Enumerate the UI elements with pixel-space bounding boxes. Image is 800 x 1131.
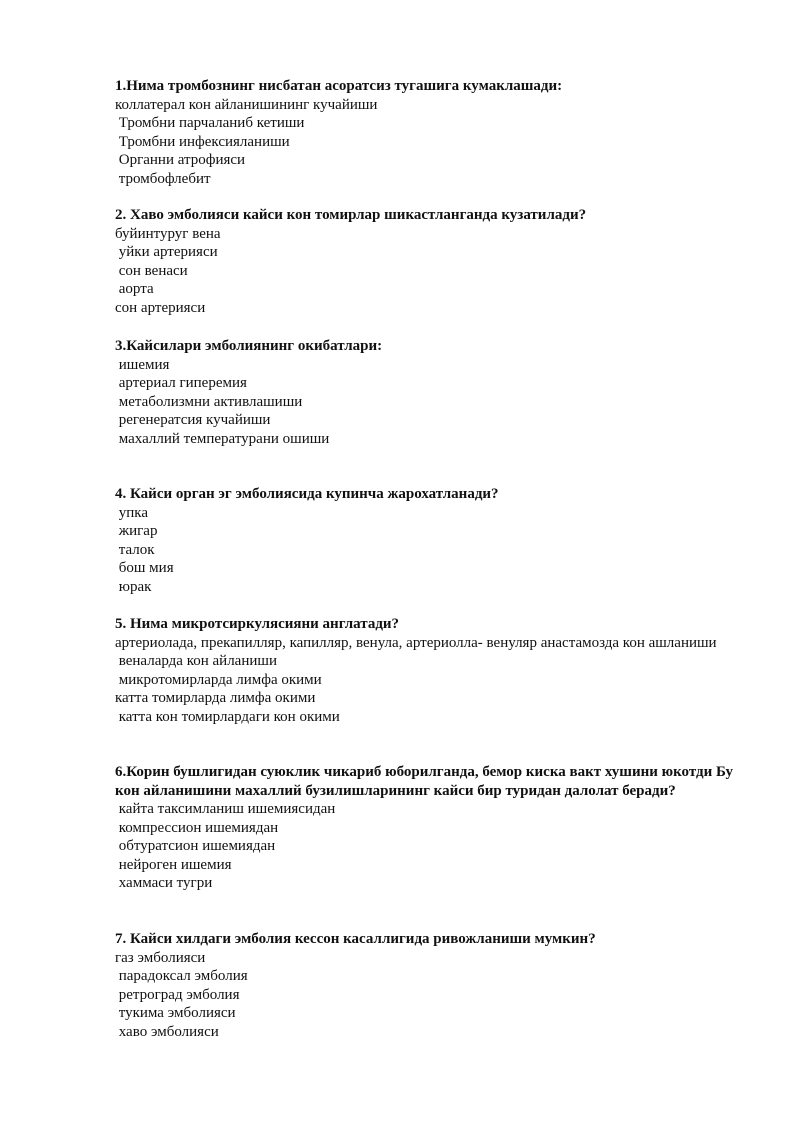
question-4 <box>115 485 755 596</box>
answer-option: Тромбни парчаланиб кетиши <box>115 115 305 131</box>
question-title: 5. Нима микротсиркулясияни англатади? <box>115 616 400 632</box>
answer-option: Органни атрофияси <box>115 152 246 168</box>
answer-option: махаллий температурани ошиши <box>115 430 330 447</box>
answer-option: веналарда кон айланиши <box>115 653 277 669</box>
question-6 <box>115 763 755 893</box>
question-5 <box>115 615 755 726</box>
answer-option: нейроген ишемия <box>115 856 232 873</box>
answer-option: компрессион ишемиядан <box>115 819 279 836</box>
answer-option: бош мия <box>115 560 174 576</box>
answer-options <box>115 504 755 597</box>
answer-option: талок <box>115 541 155 558</box>
answer-option: аорта <box>115 281 154 297</box>
answer-option: хаммаси тугри <box>115 875 213 891</box>
answer-options <box>115 949 755 1042</box>
answer-option: кайта таксимланиш ишемиясидан <box>115 801 336 817</box>
question-title: 6.Корин бушлигидан суюклик чикариб юборилганда, бемор киска вакт хушини юкотди Бу кон айланишини махаллий бузилишларининг кайси бир туридан далолат беради? <box>115 764 734 799</box>
answer-option: сон венаси <box>115 262 188 279</box>
answer-option: катта кон томирлардаги кон окими <box>115 708 340 725</box>
answer-option: микротомирларда лимфа окими <box>115 671 322 688</box>
question-7 <box>115 930 755 1041</box>
question-2 <box>115 206 755 317</box>
answer-option: газ эмболияси <box>115 949 206 966</box>
answer-option: парадоксал эмболия <box>115 968 248 984</box>
answer-option: жигар <box>115 523 158 539</box>
answer-option: упка <box>115 504 148 521</box>
answer-option: обтуратсион ишемиядан <box>115 838 276 854</box>
answer-option: метаболизмни активлашиши <box>115 393 303 410</box>
answer-options <box>115 356 755 449</box>
answer-options <box>115 634 755 727</box>
answer-options <box>115 96 755 189</box>
answer-option: Тромбни инфексияланиши <box>115 133 290 150</box>
answer-option: хаво эмболияси <box>115 1023 219 1040</box>
answer-option: буйинтуруг вена <box>115 225 221 242</box>
answer-options <box>115 225 755 318</box>
question-3 <box>115 337 755 448</box>
answer-option: регенератсия кучайиши <box>115 412 271 428</box>
answer-option: уйки артерияси <box>115 244 218 260</box>
answer-option: артериал гиперемия <box>115 375 247 391</box>
question-1 <box>115 77 755 188</box>
answer-option: сон артерияси <box>115 299 206 316</box>
question-title: 1.Нима тромбознинг нисбатан асоратсиз тугашига кумаклашади: <box>115 78 563 94</box>
question-title: 4. Кайси орган эг эмболиясида купинча жарохатланади? <box>115 486 499 502</box>
question-title: 7. Кайси хилдаги эмболия кессон касаллигида ривожланиши мумкин? <box>115 931 596 947</box>
answer-option: тромбофлебит <box>115 170 211 187</box>
answer-options <box>115 800 755 893</box>
answer-option: катта томирларда лимфа окими <box>115 690 316 706</box>
answer-option: ишемия <box>115 356 170 373</box>
question-title: 3.Кайсилари эмболиянинг окибатлари: <box>115 338 383 354</box>
question-title: 2. Хаво эмболияси кайси кон томирлар шикастланганда кузатилади? <box>115 207 587 223</box>
answer-option: коллатерал кон айланишининг кучайиши <box>115 96 378 113</box>
answer-option: юрак <box>115 578 152 595</box>
answer-option: ретроград эмболия <box>115 986 240 1003</box>
answer-option: тукима эмболияси <box>115 1005 236 1021</box>
answer-option: артериолада, прекапилляр, капилляр, венула, артериолла- венуляр анастамозда кон ашланиши <box>115 634 717 651</box>
